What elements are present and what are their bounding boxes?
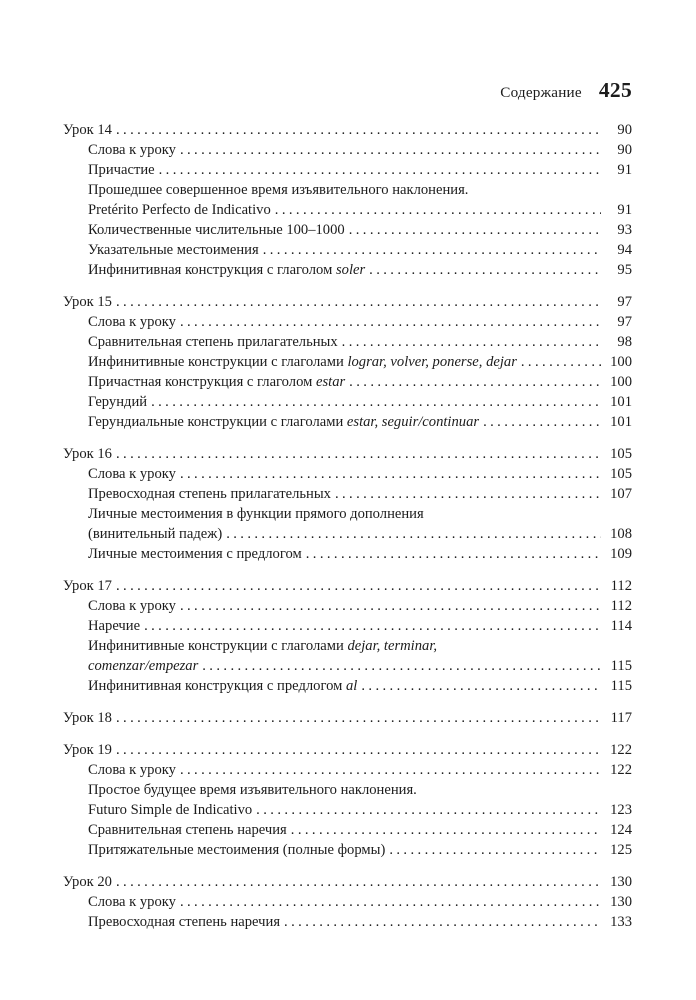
toc-list — [63, 120, 632, 932]
toc-entry-text-segment: Причастие — [88, 162, 155, 178]
toc-entry-title — [88, 636, 437, 656]
dot-leader — [151, 392, 601, 412]
toc-entry-page: 112 — [610, 598, 632, 614]
toc-entry-page: 93 — [617, 222, 632, 238]
toc-section — [63, 708, 632, 728]
toc-entry-text-segment: Урок 14 — [63, 122, 112, 138]
toc-entry-title — [88, 372, 345, 392]
toc-entry-text-segment: Инфинитивные конструкции с глаголами — [88, 354, 348, 370]
dot-leader — [335, 484, 601, 504]
toc-entry-text-segment: Инфинитивная конструкция с предлогом — [88, 678, 346, 694]
toc-entry-text-segment: Урок 17 — [63, 578, 112, 594]
toc-entry-text-segment: Количественные числительные 100–1000 — [88, 222, 345, 238]
toc-entry-page: 122 — [610, 762, 632, 778]
dot-leader — [342, 332, 601, 352]
dot-leader — [226, 524, 601, 544]
toc-entry-title — [88, 312, 176, 332]
toc-entry-page: 97 — [617, 294, 632, 310]
toc-entry-page: 117 — [610, 710, 632, 726]
toc-entry-page: 90 — [617, 122, 632, 138]
toc-entry-row — [63, 260, 632, 280]
toc-entry-page: 101 — [610, 394, 632, 410]
toc-entry-title — [88, 200, 271, 220]
toc-entry-text-segment: Урок 19 — [63, 742, 112, 758]
toc-section — [63, 576, 632, 696]
toc-entry-row — [63, 412, 632, 432]
toc-entry-text-segment: Личные местоимения в функции прямого дополнения — [88, 506, 424, 522]
dot-leader — [275, 200, 601, 220]
toc-entry-text-segment: Слова к уроку — [88, 466, 176, 482]
toc-entry-text-segment: Инфинитивная конструкция с глаголом — [88, 262, 336, 278]
dot-leader — [159, 160, 601, 180]
toc-entry-title — [88, 912, 280, 932]
toc-entry-text-segment: Урок 20 — [63, 874, 112, 890]
toc-entry-text-segment: Причастная конструкция с глаголом — [88, 374, 316, 390]
toc-entry-page: 100 — [610, 354, 632, 370]
toc-lesson-row — [63, 120, 632, 140]
toc-entry-row — [63, 464, 632, 484]
toc-entry-title — [88, 240, 259, 260]
toc-entry-row — [63, 676, 632, 696]
dot-leader — [369, 260, 601, 280]
toc-entry-text-segment: Урок 16 — [63, 446, 112, 462]
toc-entry-text-segment: Урок 18 — [63, 710, 112, 726]
toc-entry-page: 115 — [610, 678, 632, 694]
toc-entry-text-segment: estar — [315, 374, 346, 390]
toc-entry-text-segment: Слова к уроку — [88, 598, 176, 614]
toc-entry-row — [63, 240, 632, 260]
toc-entry-text-segment: Сравнительная степень прилагательных — [88, 334, 338, 350]
toc-entry-page: 114 — [610, 618, 632, 634]
toc-entry-text-segment: Превосходная степень наречия — [88, 914, 281, 930]
toc-entry-row — [63, 140, 632, 160]
toc-entry-text-segment: soler — [335, 262, 366, 278]
toc-entry-text-segment: estar, seguir/continuar — [346, 414, 480, 430]
toc-entry-page: 109 — [610, 546, 632, 562]
toc-entry-title — [63, 576, 112, 596]
toc-entry-page: 107 — [610, 486, 632, 502]
dot-leader — [256, 800, 601, 820]
toc-entry-row — [63, 484, 632, 504]
toc-entry-text-segment: Инфинитивные конструкции с глаголами — [88, 638, 348, 654]
toc-entry-page: 133 — [610, 914, 632, 930]
toc-entry-row — [63, 392, 632, 412]
toc-lesson-row — [63, 444, 632, 464]
toc-entry-row — [63, 200, 632, 220]
dot-leader — [202, 656, 601, 676]
running-head — [63, 78, 632, 103]
toc-entry-title — [88, 800, 252, 820]
page-number: 425 — [598, 78, 632, 102]
toc-entry-title — [63, 120, 112, 140]
toc-entry-text-segment: Наречие — [88, 618, 141, 634]
toc-entry-text-segment: Pretérito Perfecto de Indicativo — [88, 202, 271, 218]
toc-entry-row — [63, 596, 632, 616]
toc-entry-text-segment: Простое будущее время изъявительного наклонения. — [88, 782, 417, 798]
toc-entry-text-segment: Слова к уроку — [88, 142, 176, 158]
toc-entry-text-segment: Превосходная степень прилагательных — [88, 486, 331, 502]
toc-entry-text-segment: (винительный падеж) — [88, 526, 223, 542]
dot-leader — [180, 760, 601, 780]
dot-leader — [349, 372, 601, 392]
toc-entry-page: 95 — [617, 262, 632, 278]
toc-section — [63, 872, 632, 932]
dot-leader — [349, 220, 601, 240]
toc-entry-title — [88, 412, 479, 432]
toc-entry-title — [88, 820, 287, 840]
toc-entry-text-segment: Слова к уроку — [88, 894, 176, 910]
toc-entry-title — [88, 180, 468, 200]
dot-leader — [389, 840, 601, 860]
toc-entry-row — [63, 840, 632, 860]
toc-entry-title — [88, 160, 155, 180]
toc-lesson-row — [63, 576, 632, 596]
contents-heading: Содержание — [500, 84, 582, 101]
toc-section — [63, 444, 632, 564]
dot-leader — [180, 312, 601, 332]
toc-entry-text-segment: Притяжательные местоимения (полные формы) — [88, 842, 386, 858]
dot-leader — [180, 140, 601, 160]
toc-entry-title — [63, 740, 112, 760]
dot-leader — [361, 676, 601, 696]
toc-entry-page: 91 — [617, 202, 632, 218]
toc-entry-page: 108 — [610, 526, 632, 542]
dot-leader — [116, 872, 601, 892]
toc-entry-title — [88, 616, 140, 636]
toc-entry-row — [63, 160, 632, 180]
dot-leader — [116, 444, 601, 464]
toc-entry-title — [88, 524, 222, 544]
toc-lesson-row — [63, 740, 632, 760]
toc-entry-page: 124 — [610, 822, 632, 838]
dot-leader — [180, 596, 601, 616]
toc-entry-text-segment: Урок 15 — [63, 294, 112, 310]
toc-entry-text-segment: Сравнительная степень наречия — [88, 822, 287, 838]
dot-leader — [284, 912, 601, 932]
toc-lesson-row — [63, 708, 632, 728]
dot-leader — [116, 708, 601, 728]
toc-entry-title — [88, 596, 176, 616]
toc-entry-page: 105 — [610, 446, 632, 462]
toc-entry-title — [88, 504, 424, 524]
toc-entry-title — [88, 140, 176, 160]
toc-entry-text-segment: lograr, volver, ponerse, dejar — [347, 354, 517, 370]
toc-entry-title — [88, 484, 331, 504]
toc-section — [63, 292, 632, 432]
dot-leader — [483, 412, 601, 432]
toc-entry-row — [63, 180, 632, 200]
dot-leader — [180, 892, 601, 912]
toc-entry-text-segment: comenzar/empezar — [88, 658, 199, 674]
toc-entry-title — [63, 292, 112, 312]
toc-entry-row — [63, 504, 632, 524]
dot-leader — [116, 120, 601, 140]
toc-entry-row — [63, 524, 632, 544]
toc-entry-page: 98 — [617, 334, 632, 350]
toc-lesson-row — [63, 872, 632, 892]
toc-entry-title — [63, 872, 112, 892]
dot-leader — [116, 576, 601, 596]
toc-entry-text-segment: Слова к уроку — [88, 314, 176, 330]
toc-entry-page: 100 — [610, 374, 632, 390]
toc-entry-row — [63, 800, 632, 820]
dot-leader — [263, 240, 601, 260]
dot-leader — [306, 544, 601, 564]
toc-entry-title — [88, 840, 385, 860]
toc-section — [63, 120, 632, 280]
toc-entry-title — [88, 656, 198, 676]
toc-entry-title — [88, 464, 176, 484]
toc-entry-row — [63, 332, 632, 352]
toc-entry-text-segment: Futuro Simple de Indicativo — [88, 802, 253, 818]
dot-leader — [291, 820, 601, 840]
toc-entry-title — [88, 760, 176, 780]
toc-entry-row — [63, 220, 632, 240]
dot-leader — [116, 740, 601, 760]
toc-entry-page: 90 — [617, 142, 632, 158]
toc-entry-page: 97 — [617, 314, 632, 330]
dot-leader — [180, 464, 601, 484]
toc-entry-row — [63, 352, 632, 372]
toc-entry-row — [63, 760, 632, 780]
toc-entry-text-segment: dejar, terminar, — [347, 638, 438, 654]
toc-entry-title — [88, 544, 302, 564]
toc-entry-page: 115 — [610, 658, 632, 674]
toc-entry-title — [88, 892, 176, 912]
toc-entry-page: 91 — [617, 162, 632, 178]
toc-entry-row — [63, 616, 632, 636]
toc-lesson-row — [63, 292, 632, 312]
toc-entry-title — [88, 260, 365, 280]
dot-leader — [144, 616, 601, 636]
toc-entry-page: 94 — [617, 242, 632, 258]
toc-entry-title — [88, 332, 338, 352]
toc-entry-text-segment: al — [345, 678, 358, 694]
toc-entry-page: 130 — [610, 874, 632, 890]
toc-entry-title — [88, 352, 517, 372]
toc-entry-text-segment: Слова к уроку — [88, 762, 176, 778]
toc-entry-title — [88, 392, 147, 412]
toc-entry-row — [63, 544, 632, 564]
toc-entry-row — [63, 892, 632, 912]
toc-entry-page: 123 — [610, 802, 632, 818]
toc-entry-text-segment: Прошедшее совершенное время изъявительного наклонения. — [88, 182, 469, 198]
toc-section — [63, 740, 632, 860]
toc-entry-text-segment: Герундий — [88, 394, 148, 410]
toc-entry-title — [88, 220, 345, 240]
dot-leader — [116, 292, 601, 312]
toc-entry-text-segment: Герундиальные конструкции с глаголами — [88, 414, 347, 430]
toc-entry-page: 112 — [610, 578, 632, 594]
toc-entry-row — [63, 372, 632, 392]
toc-entry-page: 101 — [610, 414, 632, 430]
toc-entry-row — [63, 636, 632, 656]
dot-leader — [521, 352, 601, 372]
toc-entry-title — [63, 444, 112, 464]
toc-entry-title — [88, 676, 357, 696]
toc-entry-row — [63, 820, 632, 840]
toc-entry-row — [63, 780, 632, 800]
toc-entry-text-segment: Личные местоимения с предлогом — [88, 546, 302, 562]
toc-entry-row — [63, 912, 632, 932]
toc-entry-row — [63, 312, 632, 332]
toc-entry-title — [88, 780, 417, 800]
toc-entry-title — [63, 708, 112, 728]
toc-entry-page: 125 — [610, 842, 632, 858]
toc-entry-row — [63, 656, 632, 676]
toc-entry-page: 122 — [610, 742, 632, 758]
toc-entry-text-segment: Указательные местоимения — [88, 242, 259, 258]
toc-entry-page: 130 — [610, 894, 632, 910]
toc-entry-page: 105 — [610, 466, 632, 482]
